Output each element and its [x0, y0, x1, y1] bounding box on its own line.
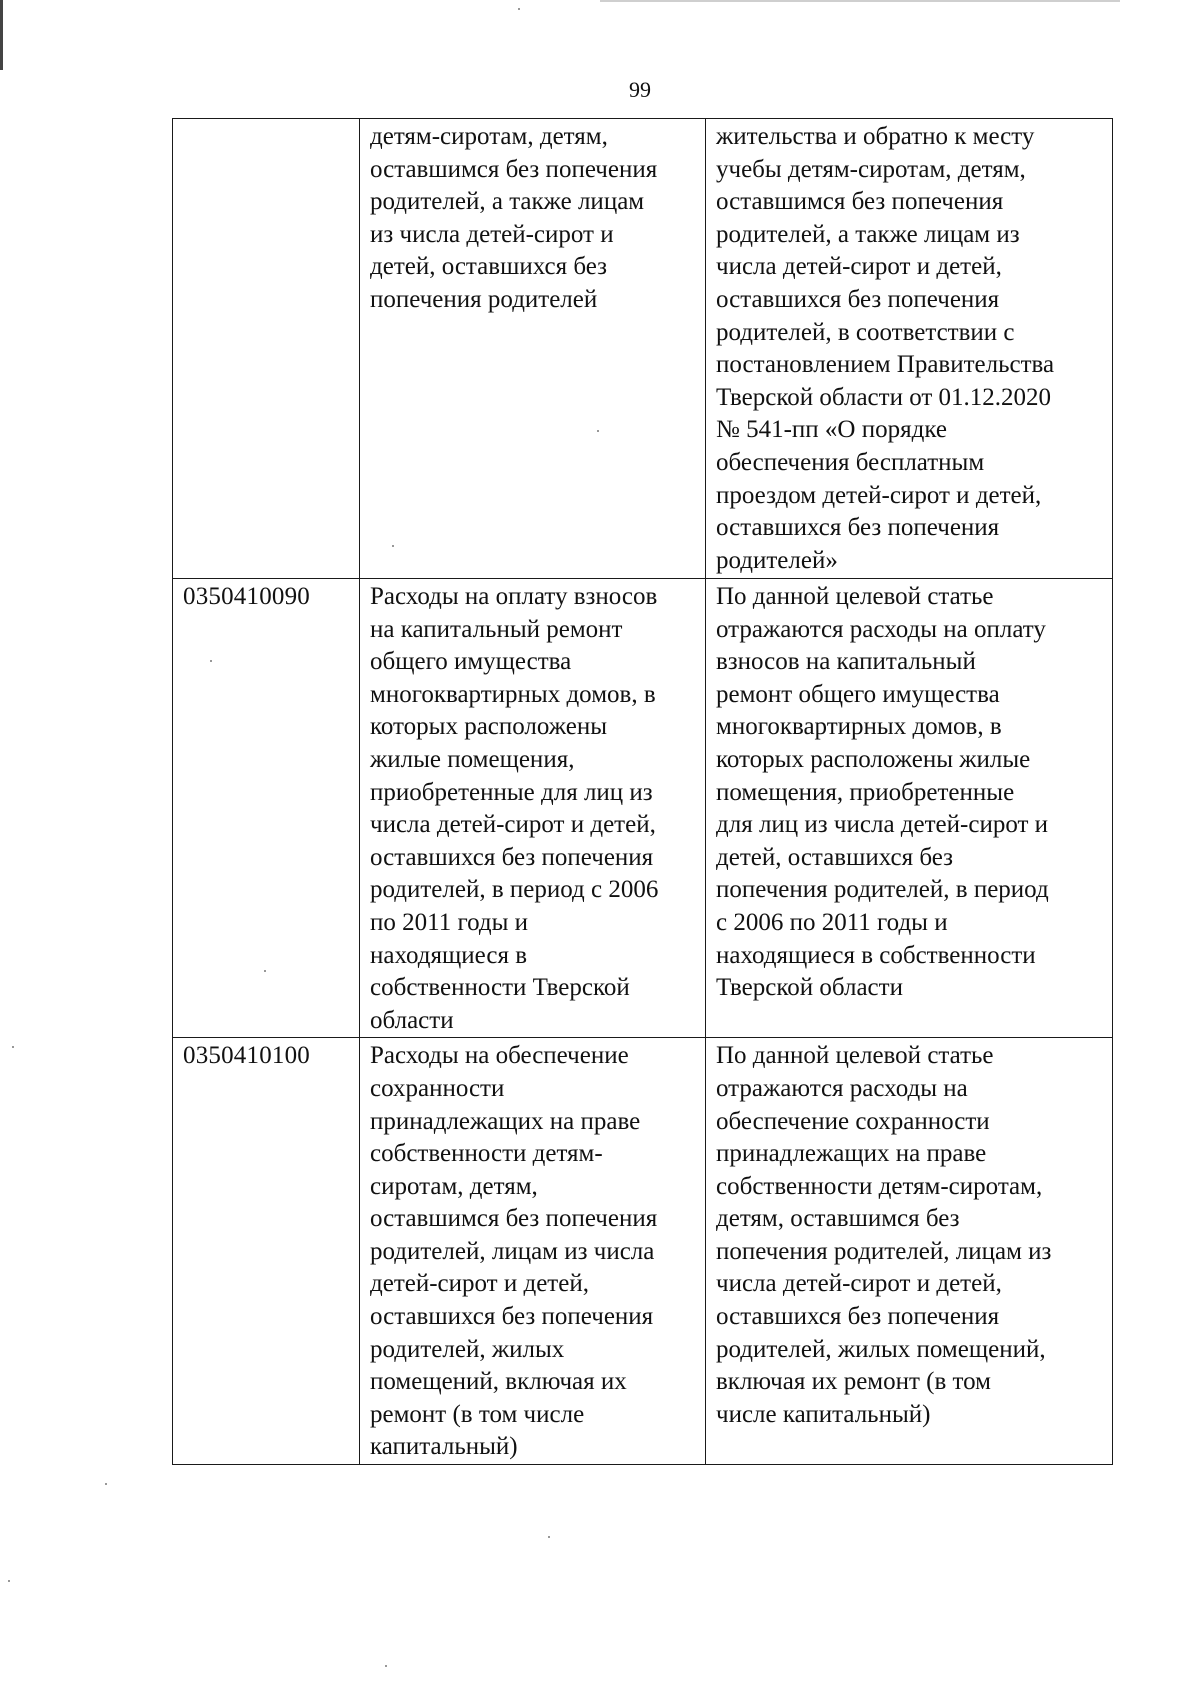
budget-classification-table: [172, 118, 1113, 1465]
scan-edge-top: [600, 0, 1120, 2]
scan-edge: [0, 0, 3, 70]
scan-speck: [385, 1665, 387, 1667]
scan-speck: [392, 545, 394, 547]
target-article-description: жительства и обратно к месту учебы детям-сиротам, детям, оставшимся без попечения родителей, а также лицам из числа детей-сирот и детей, оставшихся без попечения родителей, в соответствии с постановлением Правительства Тверской области от 01.12.2020 № 541-пп «О порядке обеспечения бесплатным проездом детей-сирот и детей, оставшихся без попечения родителей»: [706, 119, 1113, 579]
target-article-name: Расходы на обеспечение сохранности принадлежащих на праве собственности детям- сиротам, детям, оставшимся без попечения родителей, лицам из числа детей-сирот и детей, оставшихся без попечения родителей, жилых помещений, включая их ремонт (в том числе капитальный): [360, 1038, 706, 1465]
target-article-code: 0350410090: [173, 579, 360, 1038]
scan-speck: [8, 1580, 10, 1582]
target-article-name: Расходы на оплату взносов на капитальный ремонт общего имущества многоквартирных домов, в которых расположены жилые помещения, приобретенные для лиц из числа детей-сирот и детей, оставшихся без попечения родителей, в период с 2006 по 2011 годы и находящиеся в собственности Тверской области: [360, 579, 706, 1038]
scan-speck: [597, 430, 599, 432]
target-article-description: По данной целевой статье отражаются расходы на обеспечение сохранности принадлежащих на праве собственности детям-сиротам, детям, оставшимся без попечения родителей, лицам из числа детей-сирот и детей, оставшихся без попечения родителей, жилых помещений, включая их ремонт (в том числе капитальный): [706, 1038, 1113, 1465]
scan-speck: [518, 8, 520, 10]
table-row: [173, 1038, 1113, 1465]
target-article-code: 0350410100: [173, 1038, 360, 1465]
scan-speck: [548, 1536, 550, 1538]
scan-speck: [264, 970, 266, 972]
scan-speck: [105, 1483, 107, 1485]
target-article-name: детям-сиротам, детям, оставшимся без попечения родителей, а также лицам из числа детей-сирот и детей, оставшихся без попечения родителей: [360, 119, 706, 579]
scan-speck: [12, 1046, 14, 1048]
table-row: [173, 579, 1113, 1038]
target-article-code: [173, 119, 360, 579]
scan-speck: [210, 660, 212, 662]
target-article-description: По данной целевой статье отражаются расходы на оплату взносов на капитальный ремонт общего имущества многоквартирных домов, в которых расположены жилые помещения, приобретенные для лиц из числа детей-сирот и детей, оставшихся без попечения родителей, в период с 2006 по 2011 годы и находящиеся в собственности Тверской области: [706, 579, 1113, 1038]
page-number: 99: [629, 77, 651, 102]
table-row: [173, 119, 1113, 579]
